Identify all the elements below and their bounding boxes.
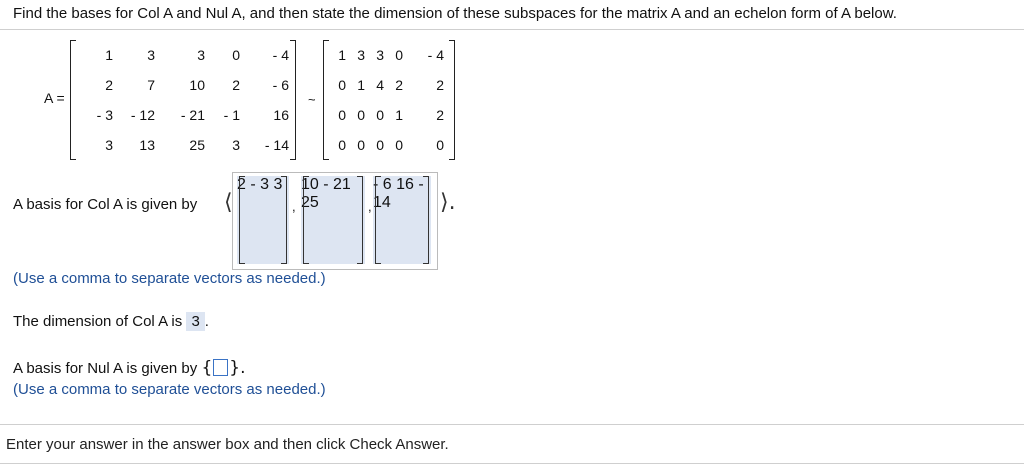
col-basis-hint: (Use a comma to separate vectors as needed.): [13, 270, 326, 287]
vector-3-entry: 16: [396, 176, 414, 193]
col-basis-open-angle: ⟨: [224, 190, 233, 215]
echelon-cell: 1: [338, 47, 346, 63]
nul-basis-open-brace: {: [201, 358, 213, 378]
vector-2-left-bracket: [303, 176, 309, 264]
col-basis-vector-2[interactable]: [301, 176, 365, 264]
vector-3-left-bracket: [375, 176, 381, 264]
matrix-a-cell: 0: [232, 47, 240, 63]
top-divider: [0, 29, 1024, 30]
matrix-a-cell: 3: [105, 137, 113, 153]
matrix-a-cell: 1: [105, 47, 113, 63]
echelon-right-bracket: [449, 40, 455, 160]
matrix-a-cell: 16: [273, 107, 289, 123]
echelon-cell: 0: [395, 47, 403, 63]
matrix-a-cell: - 6: [272, 77, 289, 93]
matrix-a-cell: 25: [189, 137, 205, 153]
matrix-a-cell: 2: [232, 77, 240, 93]
vector-1-entry: 3: [273, 176, 283, 193]
echelon-cell: 0: [357, 137, 365, 153]
vector-separator: ,: [368, 199, 372, 214]
matrix-a-cell: 13: [139, 137, 155, 153]
vector-2-entry: 25: [301, 194, 319, 211]
matrix-a-cell: 3: [147, 47, 155, 63]
echelon-left-bracket: [323, 40, 329, 160]
echelon-cell: 3: [357, 47, 365, 63]
dim-col-line: [13, 312, 209, 331]
row-equivalent-symbol: ~: [308, 92, 316, 107]
dim-col-answer[interactable]: 3: [186, 312, 204, 331]
nul-basis-hint: (Use a comma to separate vectors as needed.): [13, 381, 326, 398]
matrix-a-cell: 10: [189, 77, 205, 93]
vector-2-right-bracket: [357, 176, 363, 264]
footer-divider-top: [0, 424, 1024, 425]
col-basis-label: A basis for Col A is given by: [13, 196, 198, 213]
matrix-a-cell: - 4: [272, 47, 289, 63]
matrix-a: [65, 40, 297, 160]
nul-basis-line: [13, 358, 246, 378]
echelon-cell: 2: [395, 77, 403, 93]
echelon-matrix: [318, 40, 456, 160]
vector-1-left-bracket: [239, 176, 245, 264]
col-basis-close-angle: ⟩.: [440, 190, 456, 215]
echelon-cell: 0: [376, 107, 384, 123]
echelon-cell: 1: [395, 107, 403, 123]
matrix-a-left-bracket: [70, 40, 76, 160]
echelon-cell: 0: [338, 137, 346, 153]
col-basis-answer[interactable]: [232, 172, 438, 270]
vector-separator: ,: [292, 199, 296, 214]
vector-2-entry: - 21: [323, 176, 351, 193]
matrix-label: A =: [44, 90, 65, 106]
matrix-a-cell: - 1: [223, 107, 240, 123]
col-basis-vector-3[interactable]: [373, 176, 431, 264]
echelon-cell: - 4: [427, 47, 444, 63]
matrix-a-cell: - 3: [96, 107, 113, 123]
echelon-cell: 0: [357, 107, 365, 123]
vector-1-right-bracket: [281, 176, 287, 264]
dim-col-suffix: .: [204, 313, 209, 330]
echelon-cell: 0: [376, 137, 384, 153]
vector-3-entry: - 6: [373, 176, 392, 193]
vector-3-entry: - 14: [373, 176, 424, 211]
echelon-cell: 0: [338, 107, 346, 123]
echelon-cell: 4: [376, 77, 384, 93]
matrix-a-cell: - 14: [264, 137, 289, 153]
matrix-a-cell: 7: [147, 77, 155, 93]
echelon-cell: 2: [436, 77, 444, 93]
footer-divider-bottom: [0, 463, 1024, 464]
matrix-a-right-bracket: [290, 40, 296, 160]
dim-col-label: The dimension of Col A is: [13, 313, 183, 330]
matrix-a-cell: 3: [197, 47, 205, 63]
echelon-cell: 0: [338, 77, 346, 93]
vector-1-entry: 2: [237, 176, 246, 193]
vector-3-right-bracket: [423, 176, 429, 264]
col-basis-vector-1[interactable]: [237, 176, 289, 264]
echelon-cell: 1: [357, 77, 365, 93]
nul-basis-close-brace: }.: [229, 358, 246, 378]
nul-basis-label: A basis for Nul A is given by: [13, 360, 198, 377]
echelon-cell: 3: [376, 47, 384, 63]
nul-basis-answer-box[interactable]: [213, 359, 228, 376]
matrix-a-cell: 2: [105, 77, 113, 93]
matrix-a-cell: - 12: [130, 107, 155, 123]
question-text: Find the bases for Col A and Nul A, and then state the dimension of these subspaces for the matrix A and an echelon form of A below.: [13, 5, 897, 22]
echelon-cell: 0: [436, 137, 444, 153]
echelon-cell: 2: [436, 107, 444, 123]
footer-instructions: Enter your answer in the answer box and then click Check Answer.: [6, 436, 449, 453]
vector-2-entry: 10: [301, 176, 319, 193]
matrix-a-cell: 3: [232, 137, 240, 153]
echelon-cell: 0: [395, 137, 403, 153]
vector-1-entry: - 3: [250, 176, 270, 193]
matrix-a-cell: - 21: [180, 107, 205, 123]
